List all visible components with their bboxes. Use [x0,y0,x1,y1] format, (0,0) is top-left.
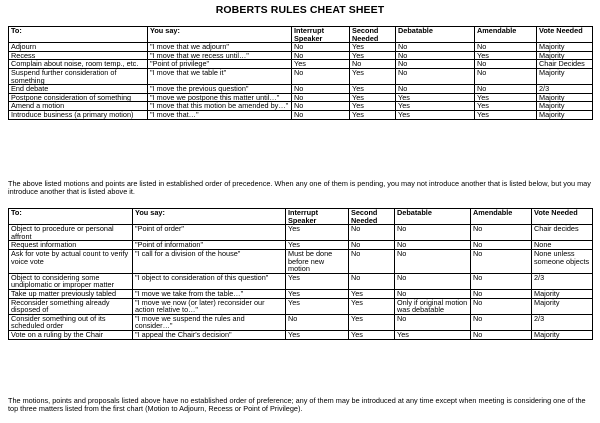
header-amendable: Amendable [475,27,537,43]
cell-vote-needed: 2/3 [532,273,593,289]
cell-vote-needed: None unless someone objects [532,249,593,273]
table-row [9,102,593,111]
cell-to: Postpone consideration of something [9,93,148,102]
cell-to: Complain about noise, room temp., etc. [9,60,148,69]
cell-you-say: "Point of privilege" [148,60,292,69]
header-you-say: You say: [148,27,292,43]
cell-second-needed: Yes [350,85,396,94]
cell-amendable: No [475,68,537,84]
cell-you-say: "I move that we recess until…" [148,51,292,60]
table-row [9,110,593,119]
cell-interrupt-speaker: Must be done before new motion [286,249,349,273]
header-you-say: You say: [133,209,286,225]
cell-second-needed: Yes [349,314,395,330]
header-to: To: [9,27,148,43]
cell-to: Object to procedure or personal affront [9,225,133,241]
header-debatable: Debatable [396,27,475,43]
cell-you-say: "I move we postpone this matter until…" [148,93,292,102]
cell-interrupt-speaker: Yes [286,298,349,314]
cell-to: Reconsider something already disposed of [9,298,133,314]
precedence-note: The above listed motions and points are listed in established order of precedence. When any one of them is pending, you may not introduce another that is listed below, but you may introduce another that is listed above it. [8,179,591,196]
cell-debatable: No [395,289,471,298]
table-row [9,314,593,330]
header-to: To: [9,209,133,225]
cell-to: End debate [9,85,148,94]
cell-amendable: No [475,60,537,69]
cell-amendable: No [471,225,532,241]
cell-interrupt-speaker: Yes [286,289,349,298]
cell-you-say: "I call for a division of the house" [133,249,286,273]
header-vote-needed: Vote Needed [532,209,593,225]
cell-vote-needed: Majority [537,102,593,111]
header-interrupt-speaker: Interrupt Speaker [292,27,350,43]
cell-second-needed: Yes [349,298,395,314]
cell-you-say: "I move we suspend the rules and consider…" [133,314,286,330]
table-row [9,330,593,339]
header-second-needed: Second Needed [349,209,395,225]
cell-to: Introduce business (a primary motion) [9,110,148,119]
cell-second-needed: Yes [349,289,395,298]
cell-vote-needed: Majority [537,43,593,52]
cell-interrupt-speaker: Yes [286,225,349,241]
table-row [9,60,593,69]
table-row [9,241,593,250]
table-row [9,51,593,60]
cell-amendable: Yes [475,51,537,60]
cell-interrupt-speaker: Yes [286,241,349,250]
cell-you-say: "I move the previous question" [148,85,292,94]
cell-amendable: No [471,273,532,289]
cell-interrupt-speaker: No [292,110,350,119]
cell-amendable: Yes [475,110,537,119]
cell-to: Adjourn [9,43,148,52]
table-row [9,93,593,102]
cell-vote-needed: Majority [537,51,593,60]
cell-second-needed: No [350,60,396,69]
no-precedence-note: The motions, points and proposals listed above have no established order of preference; any of them may be introduced at any time except when meeting is considering one of the top three matters listed from the first chart (Motion to Adjourn, Recess or Point of Privilege). [8,396,586,413]
cell-vote-needed: Majority [532,289,593,298]
header-debatable: Debatable [395,209,471,225]
cell-debatable: No [396,51,475,60]
cell-debatable: Yes [396,102,475,111]
cell-to: Take up matter previously tabled [9,289,133,298]
cell-you-say: "I appeal the Chair's decision" [133,330,286,339]
header-interrupt-speaker: Interrupt Speaker [286,209,349,225]
cell-amendable: Yes [475,93,537,102]
cell-vote-needed: Chair Decides [537,60,593,69]
cell-debatable: No [396,68,475,84]
table-row [9,298,593,314]
cell-interrupt-speaker: Yes [292,60,350,69]
cell-amendable: No [471,241,532,250]
table-header-row [9,27,593,43]
cell-to: Amend a motion [9,102,148,111]
cell-second-needed: Yes [350,110,396,119]
cell-vote-needed: Majority [537,68,593,84]
cell-amendable: No [471,289,532,298]
cell-you-say: "I move that this motion be amended by…" [148,102,292,111]
table-row [9,273,593,289]
cell-to: Vote on a ruling by the Chair [9,330,133,339]
table-row [9,289,593,298]
header-second-needed: Second Needed [350,27,396,43]
cell-vote-needed: Majority [532,330,593,339]
cell-interrupt-speaker: No [292,68,350,84]
cell-debatable: No [395,273,471,289]
cell-vote-needed: Majority [537,93,593,102]
cell-vote-needed: 2/3 [532,314,593,330]
cell-debatable: No [396,43,475,52]
cell-amendable: No [471,298,532,314]
cell-second-needed: No [349,225,395,241]
cell-interrupt-speaker: No [292,93,350,102]
cell-debatable: Yes [395,330,471,339]
cell-interrupt-speaker: Yes [286,330,349,339]
table-header-row [9,209,593,225]
cell-amendable: No [471,249,532,273]
cell-interrupt-speaker: Yes [286,273,349,289]
cell-debatable: No [396,60,475,69]
table-row [9,249,593,273]
cell-second-needed: Yes [350,51,396,60]
cell-you-say: "Point of information" [133,241,286,250]
cell-you-say: "I move that we adjourn" [148,43,292,52]
cell-to: Object to considering some undiplomatic or improper matter [9,273,133,289]
table-row [9,225,593,241]
precedence-motions-table [8,26,593,120]
cell-second-needed: Yes [350,68,396,84]
cell-second-needed: Yes [350,93,396,102]
table-row [9,85,593,94]
cell-to: Suspend further consideration of something [9,68,148,84]
cell-second-needed: No [349,241,395,250]
cell-debatable: Only if original motion was debatable [395,298,471,314]
cell-amendable: Yes [475,102,537,111]
cell-debatable: Yes [396,110,475,119]
cell-you-say: "Point of order" [133,225,286,241]
cell-you-say: "I move we now (or later) reconsider our action relative to…" [133,298,286,314]
cell-amendable: No [471,314,532,330]
cell-second-needed: No [349,249,395,273]
cell-debatable: No [395,225,471,241]
cell-debatable: No [395,249,471,273]
cell-interrupt-speaker: No [292,102,350,111]
cell-debatable: Yes [396,93,475,102]
cell-second-needed: Yes [349,330,395,339]
cell-interrupt-speaker: No [286,314,349,330]
table-row [9,68,593,84]
cell-to: Ask for vote by actual count to verify voice vote [9,249,133,273]
cell-vote-needed: 2/3 [537,85,593,94]
cell-interrupt-speaker: No [292,85,350,94]
cell-amendable: No [475,85,537,94]
cell-you-say: "I move that we table it" [148,68,292,84]
cell-second-needed: Yes [350,43,396,52]
table-row [9,43,593,52]
cell-you-say: "I move we take from the table…" [133,289,286,298]
header-vote-needed: Vote Needed [537,27,593,43]
incidental-motions-table [8,208,593,340]
cell-interrupt-speaker: No [292,43,350,52]
cell-interrupt-speaker: No [292,51,350,60]
cell-debatable: No [396,85,475,94]
cell-to: Consider something out of its scheduled order [9,314,133,330]
cell-to: Request information [9,241,133,250]
cell-second-needed: No [349,273,395,289]
cell-amendable: No [471,330,532,339]
cell-vote-needed: None [532,241,593,250]
cell-vote-needed: Majority [532,298,593,314]
cell-amendable: No [475,43,537,52]
cell-you-say: "I object to consideration of this question" [133,273,286,289]
cell-you-say: "I move that…" [148,110,292,119]
cell-debatable: No [395,314,471,330]
header-amendable: Amendable [471,209,532,225]
cell-vote-needed: Majority [537,110,593,119]
cell-to: Recess [9,51,148,60]
page-title: ROBERTS RULES CHEAT SHEET [215,4,385,16]
cell-vote-needed: Chair decides [532,225,593,241]
cell-debatable: No [395,241,471,250]
cell-second-needed: Yes [350,102,396,111]
